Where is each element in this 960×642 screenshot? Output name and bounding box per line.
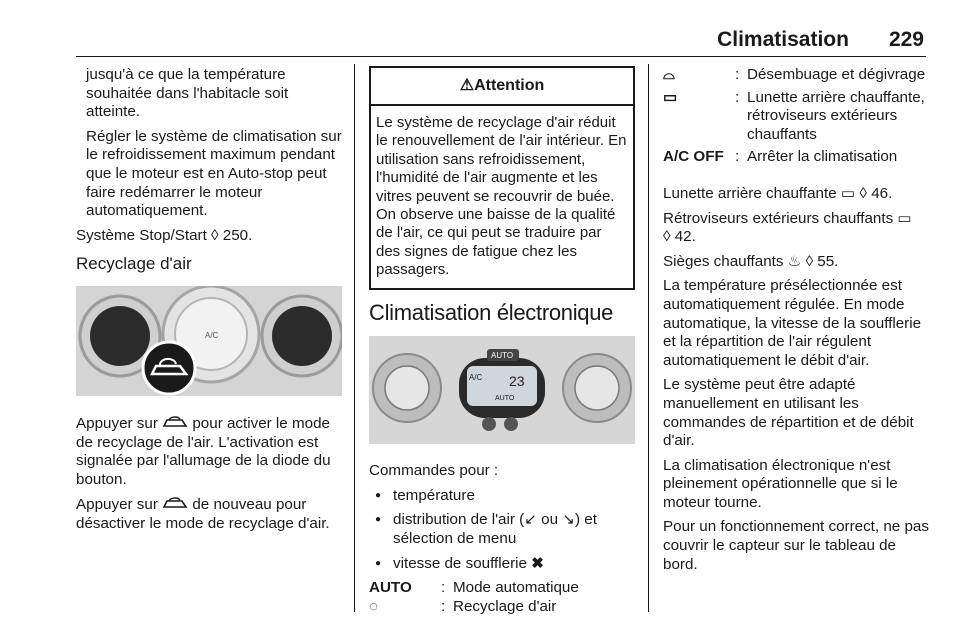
paragraph: Appuyer sur de nouveau pour désactiver le mode de recyclage d'air. bbox=[76, 496, 330, 532]
column-3 bbox=[663, 66, 931, 580]
column-2 bbox=[369, 66, 635, 616]
svg-text:A/C: A/C bbox=[469, 373, 483, 383]
paragraph: Sièges chauffants ♨ ◊ 55. bbox=[663, 252, 839, 270]
recirculation-small-icon: ◌ bbox=[369, 597, 379, 615]
paragraph: Lunette arrière chauffante ▭ ◊ 46. bbox=[663, 184, 893, 202]
paragraph: Appuyer sur pour activer le mode de recyclage de l'air. L'activation est signalée par l'allumage de la diode du bouton. bbox=[76, 414, 331, 488]
air-distribution-icon: ↙ bbox=[524, 511, 537, 529]
definition-row: ◌ : Recyclage d'air bbox=[369, 597, 557, 615]
page-header bbox=[717, 28, 924, 52]
mirror-heating-icon: ▭ bbox=[897, 209, 912, 227]
paragraph: Rétroviseurs extérieurs chauffants ▭ ◊ 42. bbox=[663, 209, 912, 246]
climate-panel-illustration bbox=[369, 336, 635, 444]
svg-text:23: 23 bbox=[509, 373, 525, 390]
rear-window-heating-icon: ▭ bbox=[663, 88, 678, 106]
fan-icon: ✖ bbox=[531, 554, 544, 572]
air-distribution-icon-2: ↘ bbox=[562, 511, 576, 529]
column-divider-1 bbox=[354, 64, 355, 612]
warning-icon: ⚠ bbox=[459, 77, 475, 94]
header-rule bbox=[76, 56, 926, 57]
controls-list bbox=[369, 487, 635, 573]
section-title: Climatisation bbox=[717, 28, 849, 51]
attention-header: ⚠Attention bbox=[371, 68, 633, 106]
rear-window-heating-icon: ▭ bbox=[840, 184, 856, 202]
heated-seat-icon: ♨ bbox=[787, 252, 802, 270]
recirculation-panel-photo bbox=[76, 286, 342, 396]
paragraph: jusqu'à ce que la température souhaitée dans l'habitacle soit atteinte. bbox=[86, 66, 289, 121]
panel-ac-label: A/C bbox=[205, 330, 219, 340]
definition-row: AUTO : Mode automatique bbox=[369, 579, 579, 597]
attention-body: Le système de recyclage d'air réduit le renouvellement de l'air intérieur. En utilisation sans refroidissement, l'humidité de l'air augmente et les vitres peuvent se recouvrir de buée. On observe une baisse de la qualité de l'air, ce qui peut se traduire par des signes de fatigue chez les passagers. bbox=[376, 114, 627, 279]
svg-text:AUTO: AUTO bbox=[495, 395, 515, 403]
windscreen-defrost-icon: ⌓ bbox=[663, 66, 676, 83]
paragraph: La température présélectionnée est automatiquement régulée. En mode automatique, la vitesse de la soufflerie et la répartition de l'air régulent automatiquement le débit d'air. bbox=[663, 277, 922, 369]
climate-panel-photo bbox=[369, 336, 635, 444]
svg-text:AUTO: AUTO bbox=[491, 351, 514, 361]
list-item: ● température bbox=[369, 487, 635, 506]
page-number: 229 bbox=[888, 28, 924, 51]
section-heading: Recyclage d'air bbox=[76, 254, 192, 274]
section-heading: Climatisation électronique bbox=[369, 299, 614, 325]
recirculation-icon bbox=[162, 414, 188, 434]
attention-box bbox=[369, 66, 635, 290]
column-divider-2 bbox=[648, 64, 649, 612]
paragraph: Commandes pour : bbox=[369, 462, 499, 480]
paragraph-reference: Système Stop/Start ◊ 250. bbox=[76, 226, 253, 244]
definition-row: A/C OFF : Arrêter la climatisation bbox=[663, 148, 898, 166]
recirculation-icon bbox=[162, 495, 188, 515]
list-item: ● vitesse de soufflerie ✖ bbox=[369, 555, 635, 574]
paragraph: La climatisation électronique n'est pleinement opérationnelle que si le moteur tourne. bbox=[663, 456, 898, 511]
list-item: ● distribution de l'air (↙ ou ↘) et sélection de menu bbox=[369, 511, 635, 548]
paragraph: Régler le système de climatisation sur le refroidissement maximum pendant que le moteur est en Auto-stop peut faire redémarrer le moteur automatiquement. bbox=[86, 127, 342, 220]
definition-row: ⌓ : Désembuage et dégivrage bbox=[663, 66, 926, 83]
recirculation-panel-illustration bbox=[76, 286, 342, 396]
paragraph: Le système peut être adapté manuellement en utilisant les commandes de répartition et de débit d'air. bbox=[663, 376, 914, 450]
definition-row: ▭ : Lunette arrière chauffante, rétroviseurs extérieurs chauffants bbox=[663, 88, 925, 143]
column-1 bbox=[76, 66, 342, 540]
paragraph: Pour un fonctionnement correct, ne pas couvrir le capteur sur le tableau de bord. bbox=[663, 518, 929, 573]
